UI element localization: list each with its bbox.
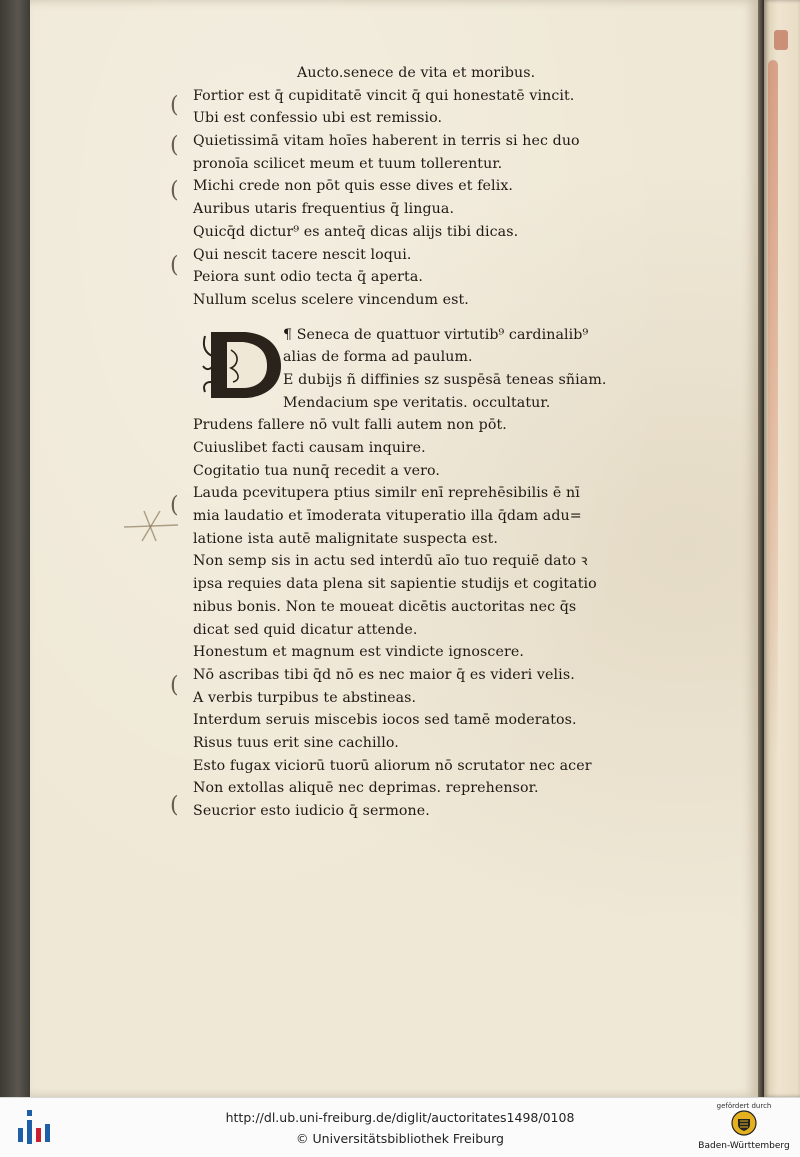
text-line: Honestum et magnum est vindicte ignoscere.	[193, 644, 524, 661]
margin-bracket-2: (	[170, 133, 179, 158]
sponsor-caption: gefördert durch	[716, 1102, 772, 1110]
viewer-footer	[0, 1097, 800, 1157]
text-line: dicat sed quid dicatur attende.	[193, 621, 418, 638]
text-line: Fortior est q̄ cupiditatē vincit q̄ qui honestatē vincit.	[193, 87, 575, 104]
margin-bracket-1: (	[170, 93, 179, 118]
text-line: Lauda pcevitupera ptius similr enī reprehēsibilis ē nī	[193, 485, 580, 502]
state-coat-of-arms-icon	[731, 1110, 757, 1136]
sponsor-name: Baden-Württemberg	[698, 1141, 790, 1151]
text-line: ipsa requies data plena sit sapientie studijs et cogitatio	[193, 576, 597, 593]
text-line: Non extollas aliquē nec deprimas. reprehensor.	[193, 780, 539, 797]
text-line: Seucrior esto iudicio q̄ sermone.	[193, 803, 430, 819]
copyright-text: © Universitätsbibliothek Freiburg	[296, 1131, 504, 1146]
decorated-initial-d	[201, 326, 287, 402]
margin-bracket-7: (	[170, 793, 179, 818]
margin-bracket-3: (	[170, 178, 179, 203]
text-line: Michi crede non pōt quis esse dives et felix.	[193, 178, 514, 195]
text-line: pronoīa scilicet meum et tuum tollerentur.	[193, 155, 503, 172]
text-line: E dubijs ñ diffinies sz suspēsā teneas sñiam.	[283, 371, 607, 388]
text-block-after-dropcap	[193, 414, 713, 822]
text-line: Nullum scelus scelere vincendum est.	[193, 291, 469, 308]
text-line: nibus bonis. Non te moueat dicētis auctoritas nec q̄s	[193, 598, 577, 615]
red-page-mark	[774, 30, 788, 50]
text-line: Quicq̄d dictur⁹ es anteq̄ dicas alijs tibi dicas.	[193, 223, 519, 240]
text-line: alias de forma ad paulum.	[283, 349, 473, 366]
text-line: Esto fugax viciorū tuorū aliorum nō scrutator nec acer	[193, 757, 592, 774]
text-line: Auribus utaris frequentius q̄ lingua.	[193, 201, 455, 218]
text-line: Non semp sis in actu sed interdū aīo tuo requiē dato ꝛ	[193, 553, 588, 570]
dropcap-block	[193, 324, 713, 415]
page-text	[193, 62, 713, 823]
text-block-before-dropcap	[193, 85, 713, 312]
text-line: Quietissimā vitam hoīes haberent in terris si hec duo	[193, 133, 580, 150]
margin-bracket-5: (	[170, 493, 179, 518]
sponsor-logo[interactable]	[696, 1102, 792, 1154]
text-line: Cuiuslibet facti causam inquire.	[193, 440, 426, 456]
text-line: latione ista autē malignitate suspecta est.	[193, 530, 499, 547]
next-page-edge	[764, 0, 800, 1097]
text-line: ¶ Seneca de quattuor virtutib⁹ cardinalib⁹	[283, 326, 589, 343]
red-edge-stain	[768, 60, 778, 760]
page-url-link[interactable]: http://dl.ub.uni-freiburg.de/diglit/auctoritates1498/0108	[225, 1110, 575, 1125]
text-line: Risus tuus erit sine cachillo.	[193, 734, 399, 751]
text-line: Cogitatio tua nunq̄ recedit a vero.	[193, 462, 440, 479]
svg-text:D: D	[246, 352, 267, 383]
manuscript-cross-mark	[122, 505, 182, 545]
text-line: Ubi est confessio ubi est remissio.	[193, 110, 443, 127]
text-line: Peiora sunt odio tecta q̄ aperta.	[193, 269, 424, 286]
text-line: Qui nescit tacere nescit loqui.	[193, 246, 412, 263]
text-line: Mendacium spe veritatis. occultatur.	[283, 394, 551, 411]
margin-bracket-4: (	[170, 253, 179, 278]
text-line: Nō ascribas tibi q̄d nō es nec maior q̄ es videri velis.	[193, 666, 575, 683]
text-line: mia laudatio et īmoderata vituperatio illa q̄dam adu=	[193, 508, 582, 525]
margin-bracket-6: (	[170, 673, 179, 698]
text-line: A verbis turpibus te abstineas.	[193, 689, 417, 706]
text-line: Interdum seruis miscebis iocos sed tamē moderatos.	[193, 712, 577, 729]
text-line: Prudens fallere nō vult falli autem non pōt.	[193, 417, 507, 434]
page-heading: Aucto.senece de vita et moribus.	[297, 65, 536, 81]
